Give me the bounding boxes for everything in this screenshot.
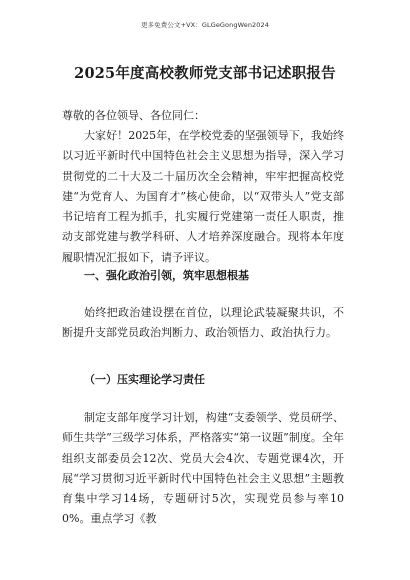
section-heading-1: 一、强化政治引领，筑牢思想根基 [84, 269, 249, 282]
subsection-heading-1: （一）压实理论学习责任 [84, 373, 205, 386]
subsection-1-paragraph: 制定支部年度学习计划，构建“支委领学、党员研学、师生共学”三级学习体系，严格落实“第一议题”制度。全年组织支部委员会12次、党员大会4次、专题党课4次，开展“学习贯彻习近平新时代中国特色社会主义思想”主题教育集中学习14场，专题研讨5次，实现党员参与率100%。重点学习《教 [62, 411, 344, 526]
header-note: 更多免费公文+VX：GLGeGongWen2024 [140, 21, 269, 29]
document-title: 2025年度高校教师党支部书记述职报告 [74, 65, 336, 82]
section-1-paragraph: 始终把政治建设摆在首位，以理论武装凝聚共识，不断提升支部党员政治判断力、政治领悟力、政治执行力。 [62, 306, 344, 340]
salutation: 尊敬的各位领导、各位同仁： [62, 109, 205, 122]
intro-paragraph: 大家好！2025年，在学校党委的坚强领导下，我始终以习近平新时代中国特色社会主义思想为指导，深入学习贯彻党的二十大及二十届历次全会精神，牢牢把握高校党建“为党育人、为国育才”核心使命，以“双带头人”党支部书记培育工程为抓手，扎实履行党建第一责任人职责，推动支部党建与教学科研、人才培养深度融合。现将本年度履职情况汇报如下，请予评议。 [62, 129, 344, 264]
